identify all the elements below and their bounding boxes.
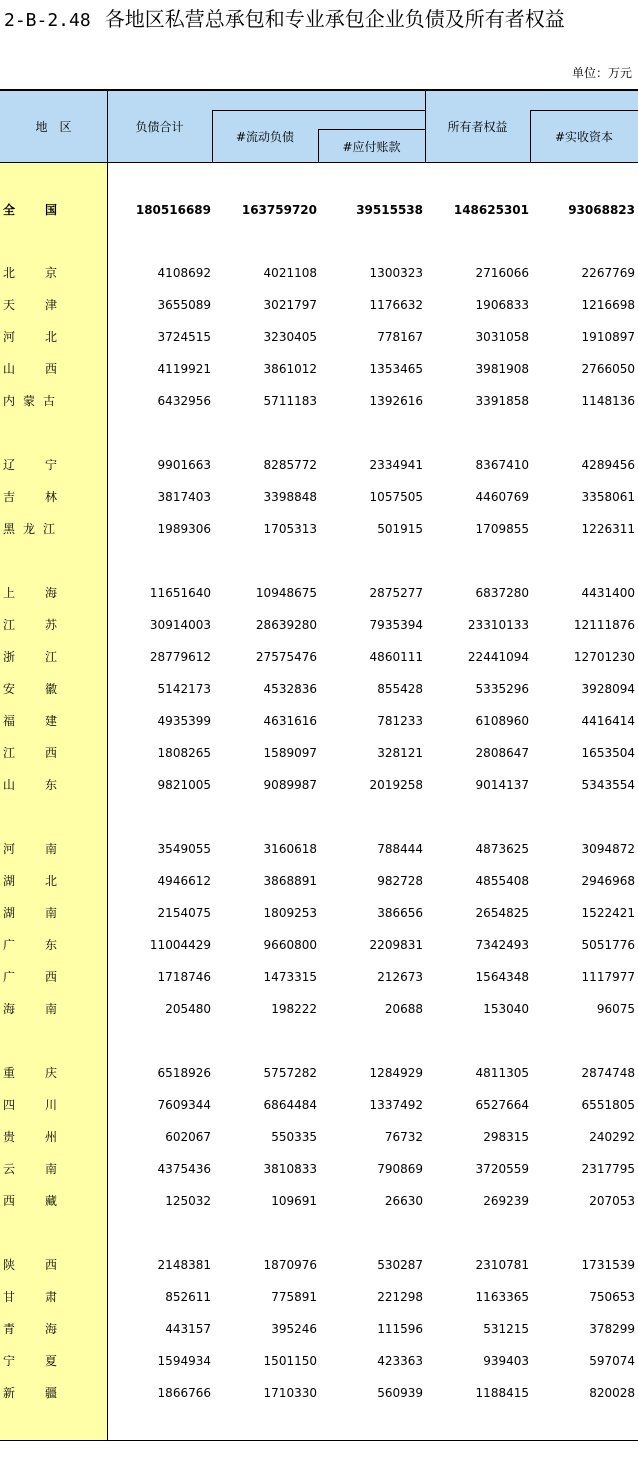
- value-cell: 501915: [377, 522, 423, 536]
- value-cell: 93068823: [568, 203, 635, 217]
- value-cell: 20688: [384, 1002, 423, 1016]
- value-cell: 12111876: [573, 618, 635, 632]
- value-cell: 111596: [377, 1322, 423, 1336]
- value-cell: 9089987: [263, 778, 317, 792]
- value-cell: 8367410: [475, 458, 529, 472]
- table-row: 江 苏 30914003 28639280 7935394 23310133 12111876: [0, 615, 638, 635]
- table-row: 福 建 4935399 4631616 781233 6108960 4416414: [0, 711, 638, 731]
- value-cell: 4460769: [475, 490, 529, 504]
- value-cell: 39515538: [356, 203, 423, 217]
- value-cell: 5051776: [581, 938, 635, 952]
- table-row: 重 庆 6518926 5757282 1284929 4811305 2874748: [0, 1063, 638, 1083]
- value-cell: 550335: [271, 1130, 317, 1144]
- value-cell: 3358061: [581, 490, 635, 504]
- value-cell: 4873625: [475, 842, 529, 856]
- value-cell: 790869: [377, 1162, 423, 1176]
- value-cell: 7609344: [157, 1098, 211, 1112]
- value-cell: 205480: [165, 1002, 211, 1016]
- header-paid-in-capital: #实收资本: [554, 130, 614, 144]
- divider: [530, 110, 638, 111]
- value-cell: 560939: [377, 1386, 423, 1400]
- value-cell: 1163365: [475, 1290, 529, 1304]
- value-cell: 1057505: [369, 490, 423, 504]
- value-cell: 386656: [377, 906, 423, 920]
- value-cell: 4021108: [263, 266, 317, 280]
- value-cell: 2019258: [369, 778, 423, 792]
- value-cell: 207053: [589, 1194, 635, 1208]
- value-cell: 1718746: [157, 970, 211, 984]
- value-cell: 1866766: [157, 1386, 211, 1400]
- value-cell: 1709855: [475, 522, 529, 536]
- value-cell: 3549055: [157, 842, 211, 856]
- value-cell: 2654825: [475, 906, 529, 920]
- value-cell: 778167: [377, 330, 423, 344]
- value-cell: 28639280: [255, 618, 317, 632]
- value-cell: 788444: [377, 842, 423, 856]
- value-cell: 6527664: [475, 1098, 529, 1112]
- value-cell: 2267769: [581, 266, 635, 280]
- table-row: 甘 肃 852611 775891 221298 1163365 750653: [0, 1287, 638, 1307]
- value-cell: 781233: [377, 714, 423, 728]
- value-cell: 26630: [384, 1194, 423, 1208]
- table-row: 江 西 1808265 1589097 328121 2808647 1653504: [0, 743, 638, 763]
- value-cell: 153040: [483, 1002, 529, 1016]
- table-bottom-rule: [0, 1440, 638, 1441]
- value-cell: 855428: [377, 682, 423, 696]
- value-cell: 6551805: [581, 1098, 635, 1112]
- value-cell: 3094872: [581, 842, 635, 856]
- value-cell: 2310781: [475, 1258, 529, 1272]
- value-cell: 30914003: [149, 618, 211, 632]
- value-cell: 4860111: [369, 650, 423, 664]
- value-cell: 3720559: [475, 1162, 529, 1176]
- table-header: [0, 91, 638, 163]
- value-cell: 1148136: [581, 394, 635, 408]
- table-row: 湖 南 2154075 1809253 386656 2654825 1522421: [0, 903, 638, 923]
- value-cell: 1870976: [263, 1258, 317, 1272]
- value-cell: 1705313: [263, 522, 317, 536]
- table-row: 陕 西 2148381 1870976 530287 2310781 1731539: [0, 1255, 638, 1275]
- divider: [212, 110, 425, 111]
- value-cell: 531215: [483, 1322, 529, 1336]
- value-cell: 852611: [165, 1290, 211, 1304]
- value-cell: 9901663: [157, 458, 211, 472]
- value-cell: 3817403: [157, 490, 211, 504]
- value-cell: 1216698: [581, 298, 635, 312]
- value-cell: 2946968: [581, 874, 635, 888]
- table-row: 宁 夏 1594934 1501150 423363 939403 597074: [0, 1351, 638, 1371]
- value-cell: 23310133: [467, 618, 529, 632]
- value-cell: 6108960: [475, 714, 529, 728]
- value-cell: 6837280: [475, 586, 529, 600]
- value-cell: 1501150: [263, 1354, 317, 1368]
- table-row: 辽 宁 9901663 8285772 2334941 8367410 4289456: [0, 455, 638, 475]
- value-cell: 602067: [165, 1130, 211, 1144]
- value-cell: 6432956: [157, 394, 211, 408]
- value-cell: 9821005: [157, 778, 211, 792]
- table-row: 湖 北 4946612 3868891 982728 4855408 2946968: [0, 871, 638, 891]
- value-cell: 3724515: [157, 330, 211, 344]
- table-row: 青 海 443157 395246 111596 531215 378299: [0, 1319, 638, 1339]
- value-cell: 269239: [483, 1194, 529, 1208]
- value-cell: 1337492: [369, 1098, 423, 1112]
- value-cell: 4108692: [157, 266, 211, 280]
- value-cell: 378299: [589, 1322, 635, 1336]
- table-row: 上 海 11651640 10948675 2875277 6837280 4431400: [0, 583, 638, 603]
- value-cell: 12701230: [573, 650, 635, 664]
- value-cell: 1809253: [263, 906, 317, 920]
- table-row: 新 疆 1866766 1710330 560939 1188415 820028: [0, 1383, 638, 1403]
- header-region: 地 区: [35, 120, 72, 134]
- value-cell: 2334941: [369, 458, 423, 472]
- value-cell: 597074: [589, 1354, 635, 1368]
- value-cell: 750653: [589, 1290, 635, 1304]
- value-cell: 148625301: [453, 203, 529, 217]
- value-cell: 27575476: [255, 650, 317, 664]
- value-cell: 163759720: [241, 203, 317, 217]
- value-cell: 1284929: [369, 1066, 423, 1080]
- table-row: 山 东 9821005 9089987 2019258 9014137 5343554: [0, 775, 638, 795]
- value-cell: 125032: [165, 1194, 211, 1208]
- table-row: 四 川 7609344 6864484 1337492 6527664 6551805: [0, 1095, 638, 1115]
- total-row: 全 国 180516689 163759720 39515538 148625301 93068823: [0, 200, 638, 220]
- value-cell: 1176632: [369, 298, 423, 312]
- table-row: 山 西 4119921 3861012 1353465 3981908 2766050: [0, 359, 638, 379]
- value-cell: 3021797: [263, 298, 317, 312]
- value-cell: 1226311: [581, 522, 635, 536]
- value-cell: 1473315: [263, 970, 317, 984]
- value-cell: 5142173: [157, 682, 211, 696]
- value-cell: 4119921: [157, 362, 211, 376]
- table-code: 2-B-2.48: [4, 10, 91, 31]
- value-cell: 6518926: [157, 1066, 211, 1080]
- value-cell: 1300323: [369, 266, 423, 280]
- table-row: 河 南 3549055 3160618 788444 4873625 3094872: [0, 839, 638, 859]
- value-cell: 2716066: [475, 266, 529, 280]
- value-cell: 3160618: [263, 842, 317, 856]
- value-cell: 3031058: [475, 330, 529, 344]
- header-liabilities: 负债合计: [135, 120, 184, 134]
- table-row: 西 藏 125032 109691 26630 269239 207053: [0, 1191, 638, 1211]
- value-cell: 5335296: [475, 682, 529, 696]
- value-cell: 22441094: [467, 650, 529, 664]
- value-cell: 530287: [377, 1258, 423, 1272]
- value-cell: 328121: [377, 746, 423, 760]
- value-cell: 3398848: [263, 490, 317, 504]
- value-cell: 982728: [377, 874, 423, 888]
- value-cell: 4811305: [475, 1066, 529, 1080]
- value-cell: 1117977: [581, 970, 635, 984]
- table-row: 天 津 3655089 3021797 1176632 1906833 1216698: [0, 295, 638, 315]
- value-cell: 1392616: [369, 394, 423, 408]
- value-cell: 7342493: [475, 938, 529, 952]
- value-cell: 11004429: [149, 938, 211, 952]
- value-cell: 1594934: [157, 1354, 211, 1368]
- header-equity: 所有者权益: [447, 120, 508, 134]
- value-cell: 221298: [377, 1290, 423, 1304]
- value-cell: 76732: [384, 1130, 423, 1144]
- value-cell: 3861012: [263, 362, 317, 376]
- value-cell: 2148381: [157, 1258, 211, 1272]
- unit-label: 单位：万元: [571, 66, 632, 80]
- value-cell: 3810833: [263, 1162, 317, 1176]
- value-cell: 4631616: [263, 714, 317, 728]
- value-cell: 775891: [271, 1290, 317, 1304]
- value-cell: 3391858: [475, 394, 529, 408]
- value-cell: 5711183: [263, 394, 317, 408]
- value-cell: 4532836: [263, 682, 317, 696]
- page-title: [4, 4, 565, 34]
- value-cell: 1808265: [157, 746, 211, 760]
- value-cell: 2875277: [369, 586, 423, 600]
- value-cell: 2209831: [369, 938, 423, 952]
- value-cell: 8285772: [263, 458, 317, 472]
- value-cell: 4935399: [157, 714, 211, 728]
- value-cell: 3655089: [157, 298, 211, 312]
- header-accounts-payable: #应付账款: [342, 140, 401, 154]
- table-row: 广 东 11004429 9660800 2209831 7342493 5051776: [0, 935, 638, 955]
- value-cell: 4416414: [581, 714, 635, 728]
- table-row: 浙 江 28779612 27575476 4860111 22441094 12701230: [0, 647, 638, 667]
- value-cell: 2154075: [157, 906, 211, 920]
- value-cell: 1353465: [369, 362, 423, 376]
- value-cell: 1710330: [263, 1386, 317, 1400]
- value-cell: 820028: [589, 1386, 635, 1400]
- value-cell: 198222: [271, 1002, 317, 1016]
- region-column: [0, 163, 108, 1440]
- value-cell: 939403: [483, 1354, 529, 1368]
- value-cell: 395246: [271, 1322, 317, 1336]
- table-row: 贵 州 602067 550335 76732 298315 240292: [0, 1127, 638, 1147]
- value-cell: 5757282: [263, 1066, 317, 1080]
- value-cell: 443157: [165, 1322, 211, 1336]
- value-cell: 1188415: [475, 1386, 529, 1400]
- value-cell: 4855408: [475, 874, 529, 888]
- value-cell: 1564348: [475, 970, 529, 984]
- table-row: 内 蒙 古 6432956 5711183 1392616 3391858 1148136: [0, 391, 638, 411]
- value-cell: 109691: [271, 1194, 317, 1208]
- value-cell: 212673: [377, 970, 423, 984]
- divider: [318, 129, 425, 130]
- table-row: 安 徽 5142173 4532836 855428 5335296 3928094: [0, 679, 638, 699]
- table-title: 各地区私营总承包和专业承包企业负债及所有者权益: [104, 7, 565, 31]
- value-cell: 298315: [483, 1130, 529, 1144]
- table-row: 黑 龙 江 1989306 1705313 501915 1709855 1226311: [0, 519, 638, 539]
- value-cell: 2317795: [581, 1162, 635, 1176]
- value-cell: 4431400: [581, 586, 635, 600]
- value-cell: 4375436: [157, 1162, 211, 1176]
- value-cell: 1731539: [581, 1258, 635, 1272]
- table-row: 广 西 1718746 1473315 212673 1564348 1117977: [0, 967, 638, 987]
- table-row: 海 南 205480 198222 20688 153040 96075: [0, 999, 638, 1019]
- value-cell: 10948675: [255, 586, 317, 600]
- header-current-liabilities: #流动负债: [235, 130, 295, 144]
- value-cell: 3868891: [263, 874, 317, 888]
- value-cell: 7935394: [369, 618, 423, 632]
- value-cell: 1589097: [263, 746, 317, 760]
- table-row: 云 南 4375436 3810833 790869 3720559 2317795: [0, 1159, 638, 1179]
- table-row: 河 北 3724515 3230405 778167 3031058 1910897: [0, 327, 638, 347]
- value-cell: 5343554: [581, 778, 635, 792]
- value-cell: 2808647: [475, 746, 529, 760]
- value-cell: 9660800: [263, 938, 317, 952]
- value-cell: 180516689: [135, 203, 211, 217]
- table-row: 吉 林 3817403 3398848 1057505 4460769 3358061: [0, 487, 638, 507]
- value-cell: 28779612: [149, 650, 211, 664]
- table-row: 北 京 4108692 4021108 1300323 2716066 2267769: [0, 263, 638, 283]
- value-cell: 2874748: [581, 1066, 635, 1080]
- value-cell: 96075: [596, 1002, 635, 1016]
- value-cell: 1522421: [581, 906, 635, 920]
- value-cell: 9014137: [475, 778, 529, 792]
- value-cell: 4289456: [581, 458, 635, 472]
- value-cell: 6864484: [263, 1098, 317, 1112]
- value-cell: 1989306: [157, 522, 211, 536]
- value-cell: 3230405: [263, 330, 317, 344]
- value-cell: 4946612: [157, 874, 211, 888]
- value-cell: 1910897: [581, 330, 635, 344]
- value-cell: 1906833: [475, 298, 529, 312]
- value-cell: 1653504: [581, 746, 635, 760]
- value-cell: 3928094: [581, 682, 635, 696]
- value-cell: 2766050: [581, 362, 635, 376]
- value-cell: 240292: [589, 1130, 635, 1144]
- value-cell: 3981908: [475, 362, 529, 376]
- value-cell: 423363: [377, 1354, 423, 1368]
- value-cell: 11651640: [149, 586, 211, 600]
